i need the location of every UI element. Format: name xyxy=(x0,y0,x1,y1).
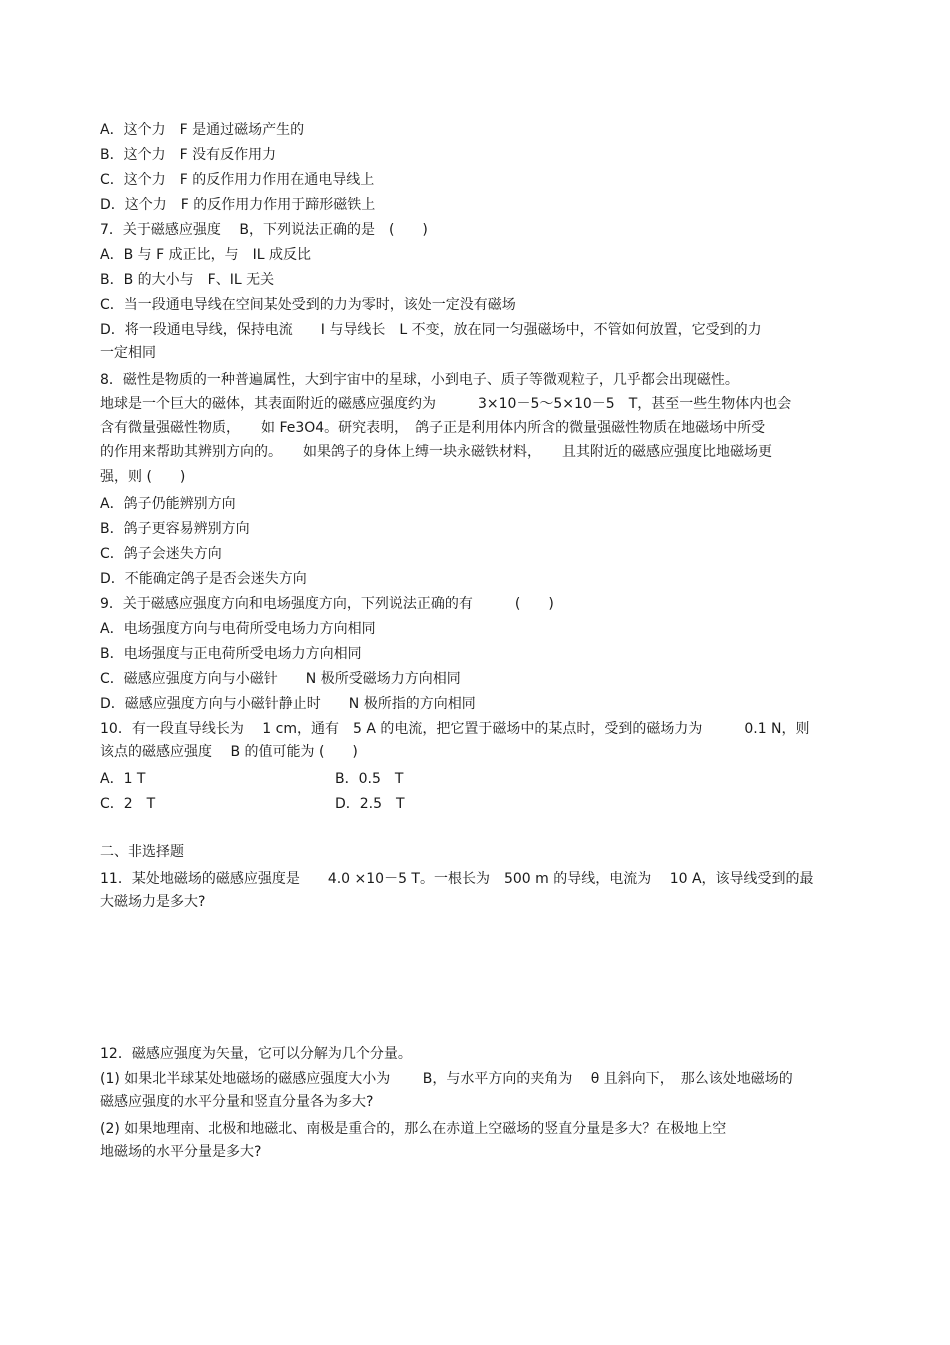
q8-option-d: D．不能确定鸽子是否会迷失方向 xyxy=(100,571,307,587)
q6-option-b: B．这个力 F 没有反作用力 xyxy=(100,147,277,163)
q10-option-a: A．1 T xyxy=(100,771,146,787)
q9-option-a: A．电场强度方向与电荷所受电场力方向相同 xyxy=(100,621,376,637)
q10-option-c: C．2 T xyxy=(100,796,156,812)
q8-option-c: C．鸽子会迷失方向 xyxy=(100,546,222,562)
q6-option-d: D．这个力 F 的反作用力作用于蹄形磁铁上 xyxy=(100,197,376,213)
q7-option-b: B．B 的大小与 F、IL 无关 xyxy=(100,272,275,288)
q7-stem: 7．关于磁感应强度 B，下列说法正确的是 ( ) xyxy=(100,222,428,238)
q10-option-d: D．2.5 T xyxy=(335,796,405,812)
q9-option-b: B．电场强度与正电荷所受电场力方向相同 xyxy=(100,646,362,662)
q7-option-d: D．将一段通电导线，保持电流 I 与导线长 L 不变，放在同一匀强磁场中，不管如何放置，它受到的力 xyxy=(100,322,762,338)
q6-option-a: A．这个力 F 是通过磁场产生的 xyxy=(100,122,305,138)
q6-option-c: C．这个力 F 的反作用力作用在通电导线上 xyxy=(100,172,375,188)
q12-part2-line1: (2) 如果地理南、北极和地磁北、南极是重合的，那么在赤道上空磁场的竖直分量是多大？在极地上空 xyxy=(100,1121,727,1137)
q8-stem-line1: 8．磁性是物质的一种普遍属性，大到宇宙中的星球，小到电子、质子等微观粒子，几乎都会出现磁性。 xyxy=(100,372,739,388)
q10-stem-line2: 该点的磁感应强度 B 的值可能为 ( ) xyxy=(100,744,358,760)
q7-option-c: C．当一段通电导线在空间某处受到的力为零时，该处一定没有磁场 xyxy=(100,297,516,313)
q8-stem-line3: 含有微量强磁性物质， 如 Fe3O4。研究表明， 鸽子正是利用体内所含的微量强磁性物质在地磁场中所受 xyxy=(100,420,766,436)
q12-part2-line2: 地磁场的水平分量是多大? xyxy=(100,1144,262,1160)
q12-part1-line1: (1) 如果北半球某处地磁场的磁感应强度大小为 B，与水平方向的夹角为 θ 且斜向下， 那么该处地磁场的 xyxy=(100,1071,793,1087)
q8-stem-line5: 强，则 ( ) xyxy=(100,469,186,485)
q9-option-d: D．磁感应强度方向与小磁针静止时 N 极所指的方向相同 xyxy=(100,696,476,712)
q9-option-c: C．磁感应强度方向与小磁针 N 极所受磁场力方向相同 xyxy=(100,671,461,687)
q12-stem: 12．磁感应强度为矢量，它可以分解为几个分量。 xyxy=(100,1046,412,1062)
section-heading: 二、非选择题 xyxy=(100,844,184,860)
q11-stem-line2: 大磁场力是多大? xyxy=(100,894,206,910)
q8-option-a: A．鸽子仍能辨别方向 xyxy=(100,496,236,512)
q9-stem: 9．关于磁感应强度方向和电场强度方向，下列说法正确的有 ( ) xyxy=(100,596,554,612)
q7-option-a: A．B 与 F 成正比，与 IL 成反比 xyxy=(100,247,311,263)
q10-stem-line1: 10．有一段直导线长为 1 cm，通有 5 A 的电流，把它置于磁场中的某点时，受到的磁场力为 0.1 N，则 xyxy=(100,721,810,737)
q8-option-b: B．鸽子更容易辨别方向 xyxy=(100,521,250,537)
q7-option-d-cont: 一定相同 xyxy=(100,345,156,361)
q8-stem-line4: 的作用来帮助其辨别方向的。 如果鸽子的身体上缚一块永磁铁材料， 且其附近的磁感应强度比地磁场更 xyxy=(100,444,772,460)
q8-stem-line2: 地球是一个巨大的磁体，其表面附近的磁感应强度约为 3×10－5～5×10－5 T，甚至一些生物体内也会 xyxy=(100,396,792,412)
q10-option-b: B．0.5 T xyxy=(335,771,404,787)
q11-stem-line1: 11．某处地磁场的磁感应强度是 4.0 ×10－5 T。一根长为 500 m 的导线，电流为 10 A，该导线受到的最 xyxy=(100,871,814,887)
q12-part1-line2: 磁感应强度的水平分量和竖直分量各为多大? xyxy=(100,1094,374,1110)
